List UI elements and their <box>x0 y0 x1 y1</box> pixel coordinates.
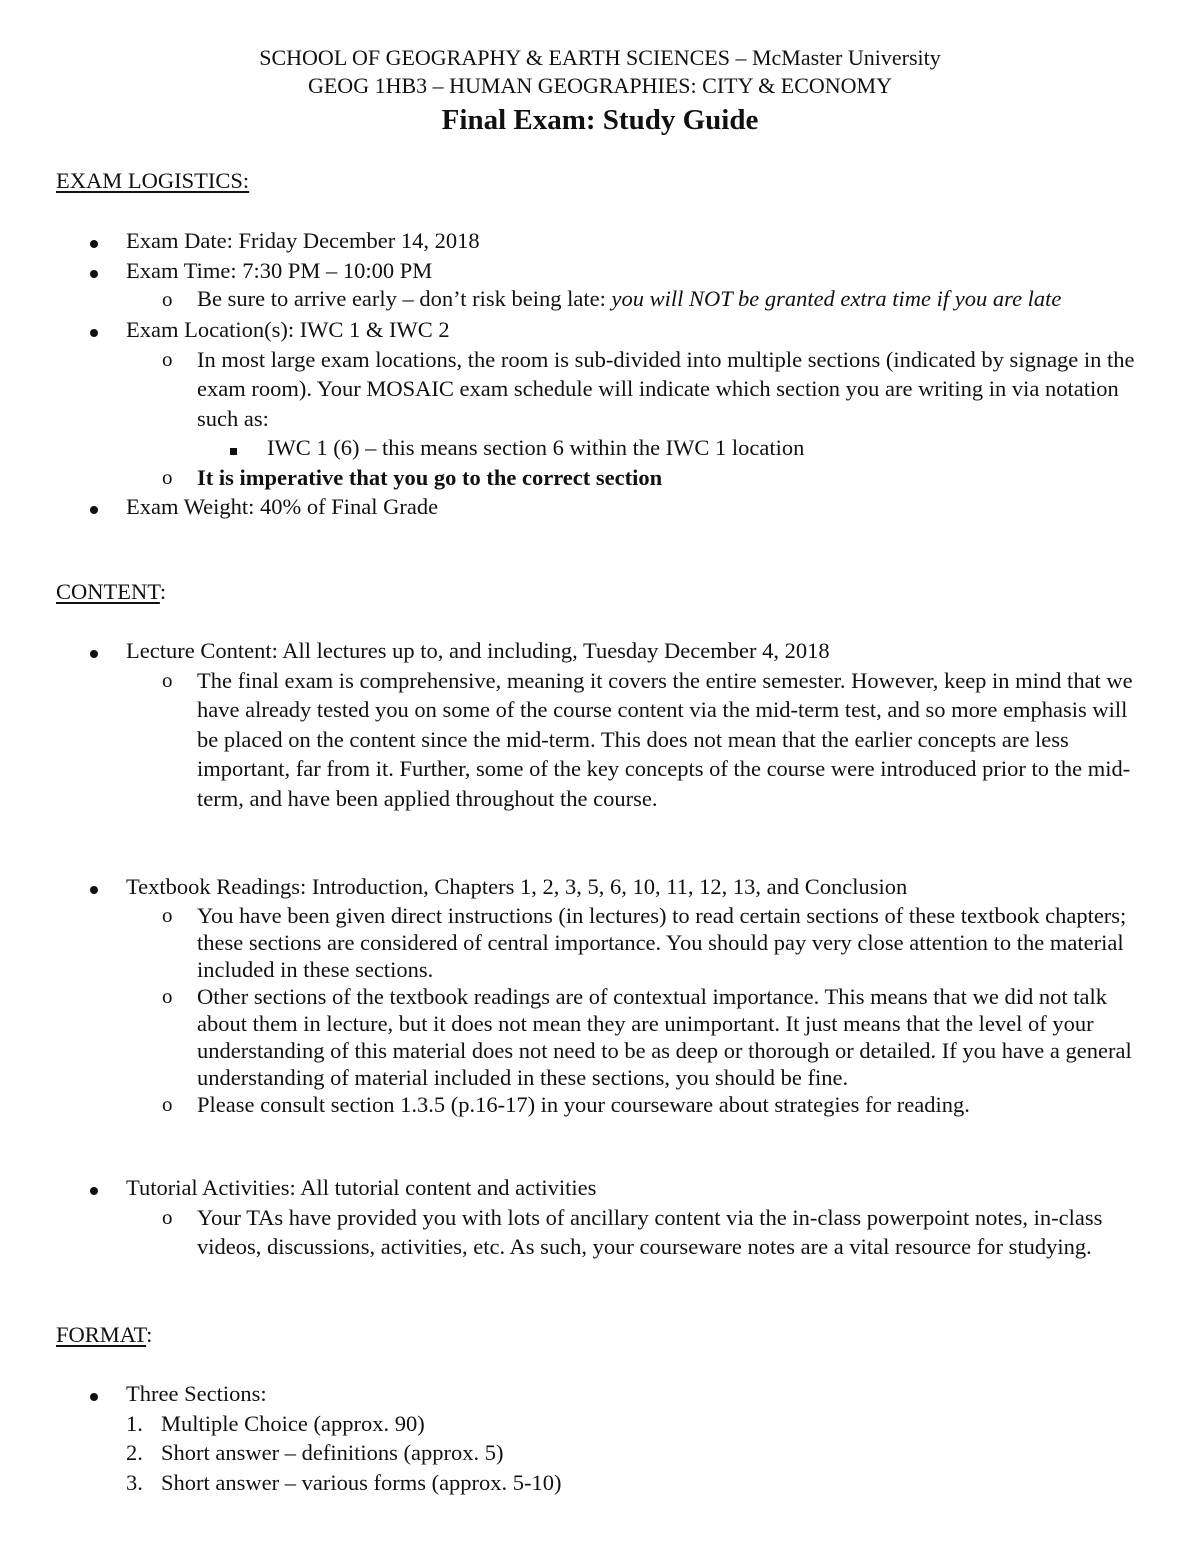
list-item: Tutorial Activities: All tutorial content and activities <box>0 1173 1200 1203</box>
bullet-icon <box>90 315 98 345</box>
list-item: Textbook Readings: Introduction, Chapters 1, 2, 3, 5, 6, 10, 11, 12, 13, and Conclusion <box>0 872 1200 902</box>
list-item: o It is imperative that you go to the correct section <box>0 463 1200 493</box>
numbered-item: 1. Multiple Choice (approx. 90) <box>126 1410 425 1436</box>
logistics-list <box>0 226 1200 522</box>
circle-bullet-icon: o <box>162 1204 173 1229</box>
circle-bullet-icon: o <box>162 1091 173 1116</box>
page-title: Final Exam: Study Guide <box>441 104 759 136</box>
content-heading: CONTENT: <box>56 579 167 604</box>
list-item: o You have been given direct instructions (in lectures) to read certain sections of these textbook chapters; these sections are considered of central importance. You should pay very close attention to the material included in these sections. <box>162 902 1127 982</box>
bullet-icon <box>90 872 98 902</box>
bullet-icon <box>90 492 98 522</box>
list-item: IWC 1 (6) – this means section 6 within the IWC 1 location <box>0 433 1200 463</box>
format-list <box>0 1379 1200 1497</box>
tutorial-list <box>0 1173 1200 1262</box>
list-item: Exam Time: 7:30 PM – 10:00 PM <box>0 256 1200 286</box>
textbook-list <box>0 872 1200 1118</box>
list-item <box>0 285 1200 312</box>
list-item: Exam Location(s): IWC 1 & IWC 2 <box>0 315 1200 345</box>
circle-bullet-icon: o <box>162 667 173 692</box>
list-item: Lecture Content: All lectures up to, and including, Tuesday December 4, 2018 <box>0 636 1200 666</box>
bullet-icon <box>90 1173 98 1203</box>
square-bullet-icon <box>230 433 237 463</box>
format-heading: FORMAT: <box>56 1322 153 1347</box>
list-item: o Your TAs have provided you with lots of ancillary content via the in-class powerpoint notes, in-class videos, discussions, activities, etc. As such, your courseware notes are a vital resource for studying. <box>162 1204 1103 1259</box>
bullet-icon <box>90 256 98 286</box>
circle-bullet-icon: o <box>162 287 173 311</box>
content-list <box>0 636 1200 813</box>
circle-bullet-icon: o <box>162 902 173 927</box>
bullet-icon <box>90 1379 98 1409</box>
list-item: o Please consult section 1.3.5 (p.16-17) in your courseware about strategies for reading. <box>162 1091 970 1117</box>
list-item: Three Sections: <box>0 1379 1200 1409</box>
numbered-item: 2. Short answer – definitions (approx. 5) <box>126 1440 504 1465</box>
bullet-icon <box>90 226 98 256</box>
course-header: GEOG 1HB3 – HUMAN GEOGRAPHIES: CITY & ECONOMY <box>307 73 893 98</box>
circle-bullet-icon: o <box>162 346 173 371</box>
school-header: SCHOOL OF GEOGRAPHY & EARTH SCIENCES – McMaster University <box>259 45 941 70</box>
circle-bullet-icon: o <box>162 983 173 1008</box>
list-item: o The final exam is comprehensive, meaning it covers the entire semester. However, keep in mind that we have already tested you on some of the course content via the mid-term test, and so more emphasis will be placed on the content since the mid-term. This does not mean that the earlier concepts are less important, far from it. Further, some of the key concepts of the course were introduced prior to the mid-term, and have been applied throughout the course. <box>162 667 1133 811</box>
circle-bullet-icon: o <box>162 464 173 489</box>
bullet-icon <box>90 636 98 666</box>
list-item: o Other sections of the textbook readings are of contextual importance. This means that we did not talk about them in lecture, but it does not mean they are unimportant. It just means that the level of your understanding of this material does not need to be as deep or thorough or detailed. If you have a general understanding of material included in these sections, you should be fine. <box>162 983 1132 1090</box>
time-note: Be sure to arrive early – don’t risk being late: you will NOT be granted extra time if you are late <box>197 286 1062 311</box>
list-item: Exam Weight: 40% of Final Grade <box>0 492 1200 522</box>
list-item: Exam Date: Friday December 14, 2018 <box>0 226 1200 256</box>
numbered-item: 3. Short answer – various forms (approx. 5-10) <box>126 1469 562 1495</box>
logistics-heading: EXAM LOGISTICS: <box>56 168 250 193</box>
list-item: o In most large exam locations, the room is sub-divided into multiple sections (indicated by signage in the exam room). Your MOSAIC exam schedule will indicate which section you are writing in via notation such as: <box>162 346 1135 431</box>
